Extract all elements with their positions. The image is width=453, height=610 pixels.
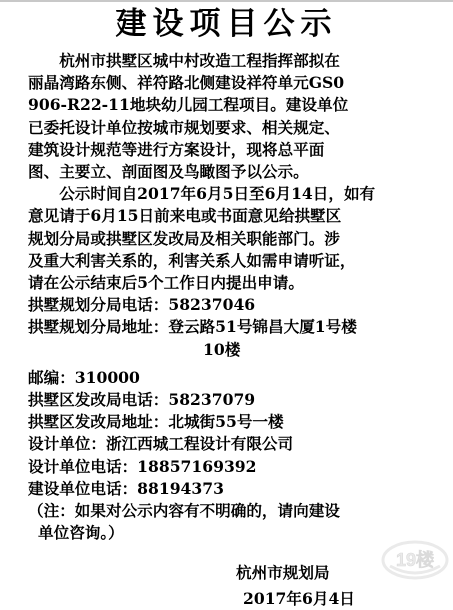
- notice-body: [28, 50, 443, 544]
- planning-bureau-phone: 拱墅规划分局电话：58237046: [28, 295, 256, 315]
- design-unit: 设计单位：浙江西城工程设计有限公司: [28, 434, 294, 454]
- planning-bureau-address: 拱墅规划分局地址：登云路51号锦昌大厦1号楼: [28, 317, 357, 337]
- drc-phone: 拱墅区发改局电话：58237079: [28, 390, 256, 410]
- construction-unit-phone: 建设单位电话：88194373: [28, 478, 224, 498]
- notice-title: 建设项目公示: [115, 6, 338, 42]
- top-border: [0, 0, 453, 2]
- issue-date: 2017年6月4日: [243, 589, 355, 608]
- paragraph1-line: 建筑设计规范等进行方案设计，现将总平面: [28, 139, 325, 159]
- watermark-text: 19楼: [395, 550, 435, 570]
- paragraph1-line: 杭州市拱墅区城中村改造工程指挥部拟在: [59, 51, 340, 70]
- postcode: 邮编：310000: [28, 367, 140, 387]
- paragraph-publicity-period: [28, 183, 443, 294]
- note-line: （注：如果对公示内容有不明确的，请向建设: [28, 501, 340, 521]
- paragraph1-line: 已委托设计单位按城市规划要求、相关规定、: [28, 117, 340, 137]
- note-line: 单位咨询。）: [38, 523, 124, 543]
- paragraph2-line: 公示时间自2017年6月5日至6月14日，如有: [59, 184, 376, 204]
- issuer-signature: 杭州市规划局: [236, 563, 330, 582]
- paragraph-project-description: [28, 50, 443, 183]
- contact-list: [28, 294, 443, 500]
- paragraph2-line: 规划分局或拱墅区发改局及相关职能部门。涉: [28, 228, 340, 248]
- paragraph2-line: 及重大利害关系的，利害关系人如需申请听证，: [28, 250, 356, 270]
- design-unit-phone: 设计单位电话：18857169392: [28, 456, 257, 476]
- planning-bureau-address-continued: 10楼: [203, 339, 241, 359]
- paragraph1-line: 图、主要立、剖面图及鸟瞰图予以公示。: [28, 162, 309, 182]
- paragraph1-line: 906-R22-11地块幼儿园工程项目。建设单位: [28, 95, 349, 115]
- drc-address: 拱墅区发改局地址：北城街55号一楼: [28, 412, 284, 432]
- paragraph2-line: 请在公示结束后5个工作日内提出申请。: [28, 273, 304, 293]
- site-watermark-logo: [380, 536, 450, 582]
- paragraph1-line: 丽晶湾路东侧、祥符路北侧建设祥符单元GS0: [28, 73, 345, 93]
- paragraph2-line: 意见请于6月15日前来电或书面意见给拱墅区: [28, 206, 342, 226]
